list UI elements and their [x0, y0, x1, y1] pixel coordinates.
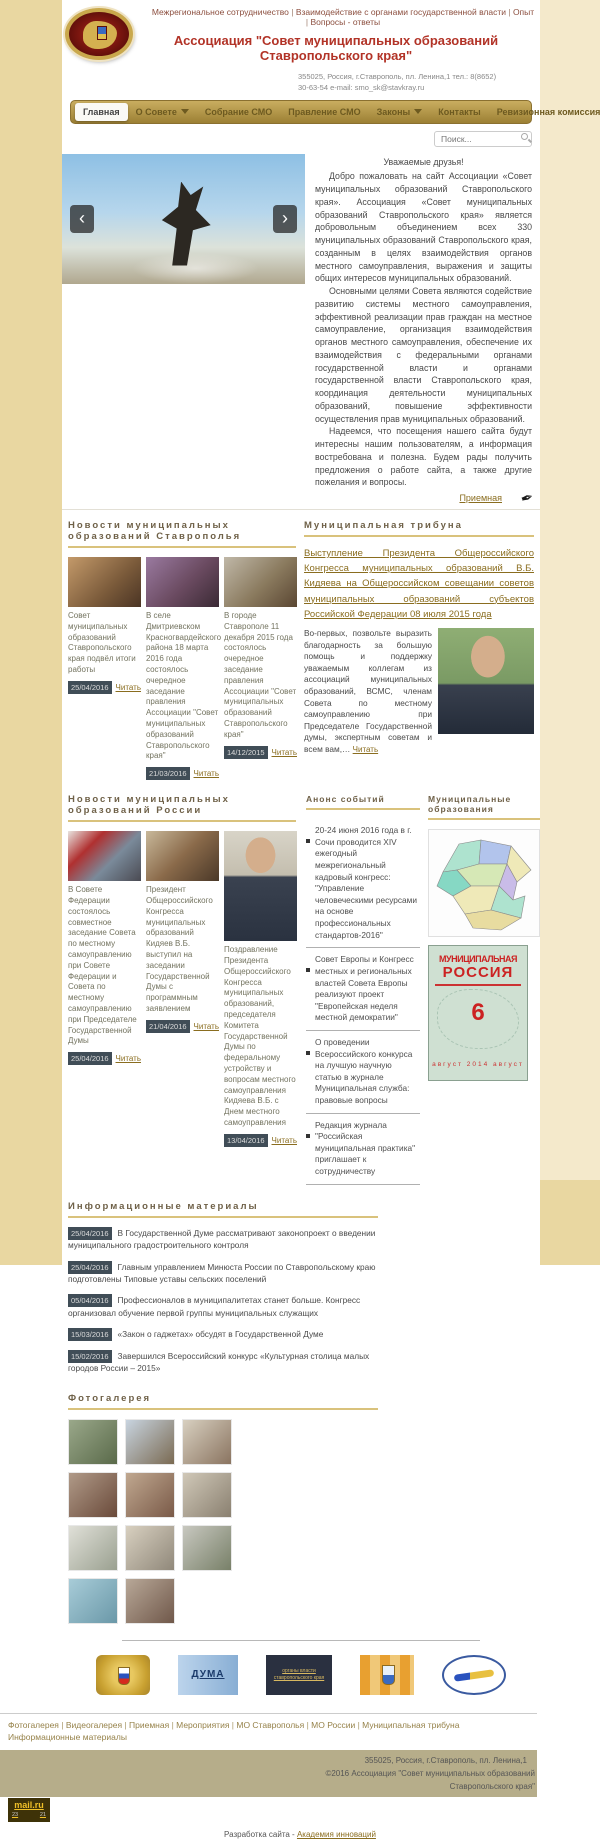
footer-link-info-materials[interactable]: Информационные материалы [8, 1732, 127, 1743]
news-caption: Президент Общероссийского Конгресса муниципальных образований Кидяев В.Б. выступил на заседании Государственной Думы с программным заявлением [146, 885, 213, 1013]
section-title: Анонс событий [306, 794, 420, 810]
news-thumbnail[interactable] [146, 831, 219, 881]
news-date-badge: 21/04/2016 [146, 1020, 190, 1033]
nav-label: О Совете [135, 106, 177, 117]
nav-item-board[interactable] [280, 102, 368, 122]
news-thumbnail[interactable] [68, 831, 141, 881]
reception-link[interactable]: Приемная [459, 493, 502, 503]
section-title: Новости муниципальных образований Ставрополья [68, 520, 296, 548]
info-text[interactable]: Профессионалов в муниципалитетах станет больше. Конгресс организовал обучение первой группы муниципальных служащих [68, 1295, 361, 1318]
news-caption: Поздравление Президента Общероссийского Конгресса муниципальных образований, председателя Комитета Государственной Думы по федеральному устройству и вопросам местного самоуправления Кидяева В.Б. с Днем местного самоуправления [224, 945, 296, 1127]
nav-item-about[interactable] [128, 102, 197, 122]
search-row [62, 124, 540, 150]
gallery-photo[interactable] [125, 1419, 175, 1465]
gallery-photo[interactable] [182, 1472, 232, 1518]
gallery-photo[interactable] [125, 1472, 175, 1518]
topbar-link-cooperation[interactable]: Межрегиональное сотрудничество | [152, 7, 296, 17]
background-strip [540, 0, 600, 1180]
slider-prev-button[interactable]: ‹ [70, 205, 94, 233]
tribune-body [304, 628, 534, 756]
info-item [68, 1328, 378, 1340]
news-caption: В селе Дмитриевском Красногвардейского района 18 марта 2016 года состоялось очередное заседание правления Ассоциации "Совет муниципальных образований Ставропольского края" [146, 611, 222, 761]
tribune-section [304, 520, 534, 780]
election-commission-logo[interactable] [442, 1655, 506, 1695]
nav-label: Законы [376, 106, 411, 117]
nav-item-assembly[interactable] [197, 102, 280, 122]
read-more-link[interactable]: Читать [193, 769, 219, 779]
read-more-link[interactable]: Читать [271, 747, 297, 757]
gallery-photo[interactable] [125, 1525, 175, 1571]
stavropol-region-map[interactable] [428, 829, 540, 937]
mailru-counter-badge[interactable] [8, 1798, 50, 1822]
russia-news-grid [68, 831, 296, 1147]
event-item [306, 948, 420, 1031]
main-navigation [70, 100, 601, 124]
nav-label: Правление СМО [288, 106, 361, 117]
nav-item-home[interactable] [75, 103, 128, 121]
footer-link-mo-russia[interactable]: МО России | [311, 1720, 362, 1730]
duma-logo-text: ДУМА [191, 1669, 225, 1681]
bullet-icon [306, 1134, 310, 1138]
footer-link-reception[interactable]: Приемная | [129, 1720, 176, 1730]
nav-item-audit-commission[interactable] [489, 102, 608, 122]
section-title: Муниципальная трибуна [304, 520, 534, 537]
event-item [306, 819, 420, 948]
section-title: Информационные материалы [68, 1201, 378, 1218]
russia-news-section [68, 794, 304, 1184]
partner-logos-row [62, 1641, 540, 1707]
news-item [68, 831, 141, 1147]
read-more-link[interactable]: Читать [271, 1135, 297, 1145]
bullet-icon [306, 1051, 310, 1055]
section-title: Фотогалерея [68, 1393, 378, 1410]
footer-address: 355025, Россия, г.Ставрополь, пл. Ленина,1 [364, 1756, 527, 1766]
footer-link-video[interactable]: Видеогалерея | [66, 1720, 129, 1730]
photo-slider [62, 154, 305, 284]
stavropol-government-logo[interactable] [266, 1655, 332, 1695]
event-item [306, 1031, 420, 1114]
nav-item-contacts[interactable] [430, 102, 488, 122]
section-title: Новости муниципальных образований России [68, 794, 296, 822]
news-item [146, 831, 219, 1147]
info-date-badge: 15/02/2016 [68, 1350, 112, 1363]
tribune-excerpt-text: Во-первых, позвольте выразить благодарность за большую помощь и поддержку уважаемым коллегам из ассоциаций муниципальных образований, ВСМС, членам Совета по местному самоуправлению при Председателе Государственной думы, экспертным советам и всем вам,… [304, 627, 432, 755]
footer-link-gallery[interactable]: Фотогалерея | [8, 1720, 66, 1730]
developer-link[interactable]: Академия инноваций [296, 1830, 376, 1839]
footer-links [0, 1713, 537, 1751]
info-item [68, 1227, 378, 1252]
nav-label: Контакты [438, 106, 481, 117]
footer-link-events[interactable]: Мероприятия | [176, 1720, 236, 1730]
search-icon[interactable] [521, 133, 528, 140]
nav-label: Ревизионная комиссия [496, 106, 601, 117]
nav-label: Главная [83, 106, 120, 117]
bullet-icon [306, 839, 310, 843]
news-thumbnail[interactable] [146, 557, 219, 607]
info-text[interactable]: Завершился Всероссийский конкурс «Культурная столица малых городов России – 2015» [68, 1350, 370, 1374]
chevron-down-icon [181, 109, 189, 114]
welcome-paragraph: Надеемся, что посещения нашего сайта будут интересны нашим пользователям, а информация востребована и полезна. Будем рады получить предложения о работе сайта, а также другие пожелания и вопросы. [315, 426, 532, 488]
photo-gallery-section [68, 1393, 378, 1624]
municipal-russia-magazine-cover[interactable] [428, 945, 528, 1081]
association-emblem-logo[interactable] [65, 8, 133, 60]
pen-icon [518, 487, 537, 512]
bullet-icon [306, 968, 310, 972]
welcome-text [305, 154, 540, 506]
footer-link-tribune[interactable]: Муниципальная трибуна [362, 1719, 460, 1730]
slider-next-button[interactable]: › [273, 205, 297, 233]
read-more-link[interactable]: Читать [352, 745, 379, 755]
info-date-badge: 15/03/2016 [68, 1328, 112, 1341]
news-item [68, 557, 141, 780]
header-address: 355025, Россия, г.Ставрополь, пл. Ленина,1 тел.: 8(8652) 30-63-54 e-mail: smo_sk@stavkray.ru [298, 72, 497, 93]
news-row [62, 520, 540, 780]
news-caption: В городе Ставрополе 11 декабря 2015 года состоялось очередное заседание правления Ассоциации "Совет муниципальных образований Ставропольского края" [224, 611, 297, 739]
gallery-grid [68, 1419, 248, 1624]
gallery-photo[interactable] [182, 1525, 232, 1571]
counter-band [0, 1797, 537, 1823]
info-materials-section [68, 1201, 378, 1375]
news-item [224, 557, 297, 780]
chevron-down-icon [414, 109, 422, 114]
read-more-link[interactable]: Читать [115, 682, 141, 692]
info-text[interactable]: В Государственной Думе рассматривают законопроект о введении муниципального градостроительного контроля [68, 1227, 376, 1251]
region-map-svg [429, 830, 539, 936]
kidyaev-portrait-photo [438, 628, 534, 734]
news-date-badge: 25/04/2016 [68, 1052, 112, 1065]
counter-value: 21 [39, 1812, 46, 1819]
stavropol-coat-of-arms-logo[interactable] [360, 1655, 414, 1695]
news-thumbnail[interactable] [68, 557, 141, 607]
info-text[interactable]: Главным управлением Минюста России по Ставропольскому краю подготовлены Типовые уставы сельских поселений [68, 1261, 376, 1284]
news-caption: Совет муниципальных образований Ставропольского края подвёл итоги работы [68, 611, 136, 675]
info-item [68, 1294, 378, 1319]
event-link[interactable]: О проведении Всероссийского конкурса на лучшую научную статью в журнале Муниципальная служба: правовые вопросы [315, 1036, 413, 1105]
russia-coat-of-arms-logo[interactable] [96, 1655, 150, 1695]
municipalities-section [426, 794, 540, 1184]
info-date-badge: 25/04/2016 [68, 1261, 112, 1274]
welcome-paragraph: Основными целями Совета являются содействие развитию системы местного самоуправления, эффективной реализации прав граждан на местное самоуправление, организация взаимодействия органов местного самоуправления, обеспечение их взаимодействия с федеральными органами государственной власти и органами государственной власти Ставропольского края, координация деятельности муниципальных образований, повышение эффективности осуществления прав муниципальных образований. [315, 286, 532, 424]
magazine-footer-text: август 2014 август [432, 1061, 524, 1069]
nav-label: Собрание СМО [204, 106, 273, 117]
event-item [306, 1114, 420, 1185]
events-section [304, 794, 426, 1184]
tribune-excerpt [304, 628, 432, 756]
info-text[interactable]: «Закон о гаджетах» обсудят в Государственной Думе [117, 1329, 324, 1340]
news-item [146, 557, 222, 780]
tribune-article-link[interactable]: Выступление Президента Общероссийского Конгресса муниципальных образований В.Б. Кидяева на Общероссийском совещании советов муниципальных образований субъектов Российской Федерации 08 июля 2015 года [304, 548, 534, 620]
magazine-title-line2: РОССИЯ [442, 964, 514, 982]
gallery-photo[interactable] [125, 1578, 175, 1624]
footer-copyright: ©2016 Ассоциация "Совет муниципальных образований Ставропольского края" [325, 1768, 535, 1791]
event-link[interactable]: Совет Европы и Конгресс местных и региональных властей Совета Европы реализуют проект "Европейская неделя местной демократии" [315, 954, 414, 1023]
top-links-bar [62, 0, 540, 31]
info-date-badge: 25/04/2016 [68, 1227, 112, 1240]
gallery-photo[interactable] [68, 1525, 118, 1571]
info-item [68, 1350, 378, 1375]
nav-item-laws[interactable] [369, 102, 431, 122]
mailru-label: mail.ru [14, 1800, 44, 1811]
duma-logo[interactable] [178, 1655, 238, 1695]
news-thumbnail[interactable] [224, 557, 297, 607]
info-date-badge: 05/04/2016 [68, 1294, 112, 1307]
developer-credit-text: Разработка сайта - [224, 1830, 295, 1839]
magazine-title-line1: МУНИЦИПАЛЬНАЯ [439, 954, 517, 965]
magazine-issue-number: 6 [471, 999, 485, 1027]
info-item [68, 1261, 378, 1286]
news-date-badge: 14/12/2015 [224, 746, 268, 759]
main-wrapper [62, 0, 601, 1713]
news-thumbnail[interactable] [224, 831, 297, 941]
event-link[interactable]: Редакция журнала "Российская муниципальная практика" приглашает к сотрудничеству [315, 1119, 416, 1177]
gallery-photo[interactable] [68, 1578, 118, 1624]
reception-row [315, 492, 532, 505]
magazine-rule [435, 984, 521, 986]
welcome-paragraph: Добро пожаловать на сайт Ассоциации «Совет муниципальных образований Ставропольского края». Ассоциация «Совет муниципальных образований Ставропольского края» является добровольным объединением всех 330 муниципальных образований Ставропольского края, созданным в целях взаимодействия органов местного самоуправления, выражения и защиты общих интересов муниципальных образований. [315, 171, 532, 284]
gallery-photo[interactable] [68, 1419, 118, 1465]
news-caption: В Совете Федерации состоялось совместное заседание Совета по местному самоуправлению при Совете Федерации и Совета по местному самоуправлению при Председателе Государственной Думы [68, 885, 137, 1046]
event-link[interactable]: 20-24 июня 2016 года в г. Сочи проводится XIV ежегодный межрегиональный кадровый конгресс: "Управление человеческими ресурсами на основе профессиональных стандартов-2016" [315, 825, 418, 940]
intro-block [62, 154, 540, 511]
topbar-link-questions[interactable]: Вопросы - ответы [310, 17, 381, 27]
page-title: Ассоциация "Совет муниципальных образований Ставропольского края" [173, 33, 499, 63]
gov-logo-text: органы власти ставропольского края [273, 1667, 325, 1681]
gallery-photo[interactable] [182, 1419, 232, 1465]
read-more-link[interactable]: Читать [193, 1021, 219, 1031]
gallery-photo[interactable] [68, 1472, 118, 1518]
news-item [224, 831, 297, 1147]
news-date-badge: 13/04/2016 [224, 1134, 268, 1147]
stavropol-news-section [68, 520, 304, 780]
stavropol-news-grid [68, 557, 296, 780]
topbar-link-gov-interaction[interactable]: Взаимодействие с органами государственной власти | [296, 7, 513, 17]
eagle-monument-photo [150, 182, 224, 266]
news-date-badge: 21/03/2016 [146, 767, 190, 780]
russia-news-row [62, 794, 540, 1184]
search-input[interactable] [434, 131, 532, 147]
read-more-link[interactable]: Читать [115, 1054, 141, 1064]
counter-value: 23 [12, 1812, 19, 1819]
welcome-heading: Уважаемые друзья! [383, 156, 464, 167]
footer-link-mo-stavropol[interactable]: МО Ставрополья | [236, 1720, 311, 1730]
footer-bar [0, 1750, 537, 1797]
section-title: Муниципальные образования [428, 794, 540, 820]
topbar-link-experience[interactable]: Опыт | [306, 7, 534, 27]
developer-credit [0, 1823, 600, 1839]
news-date-badge: 25/04/2016 [68, 681, 112, 694]
